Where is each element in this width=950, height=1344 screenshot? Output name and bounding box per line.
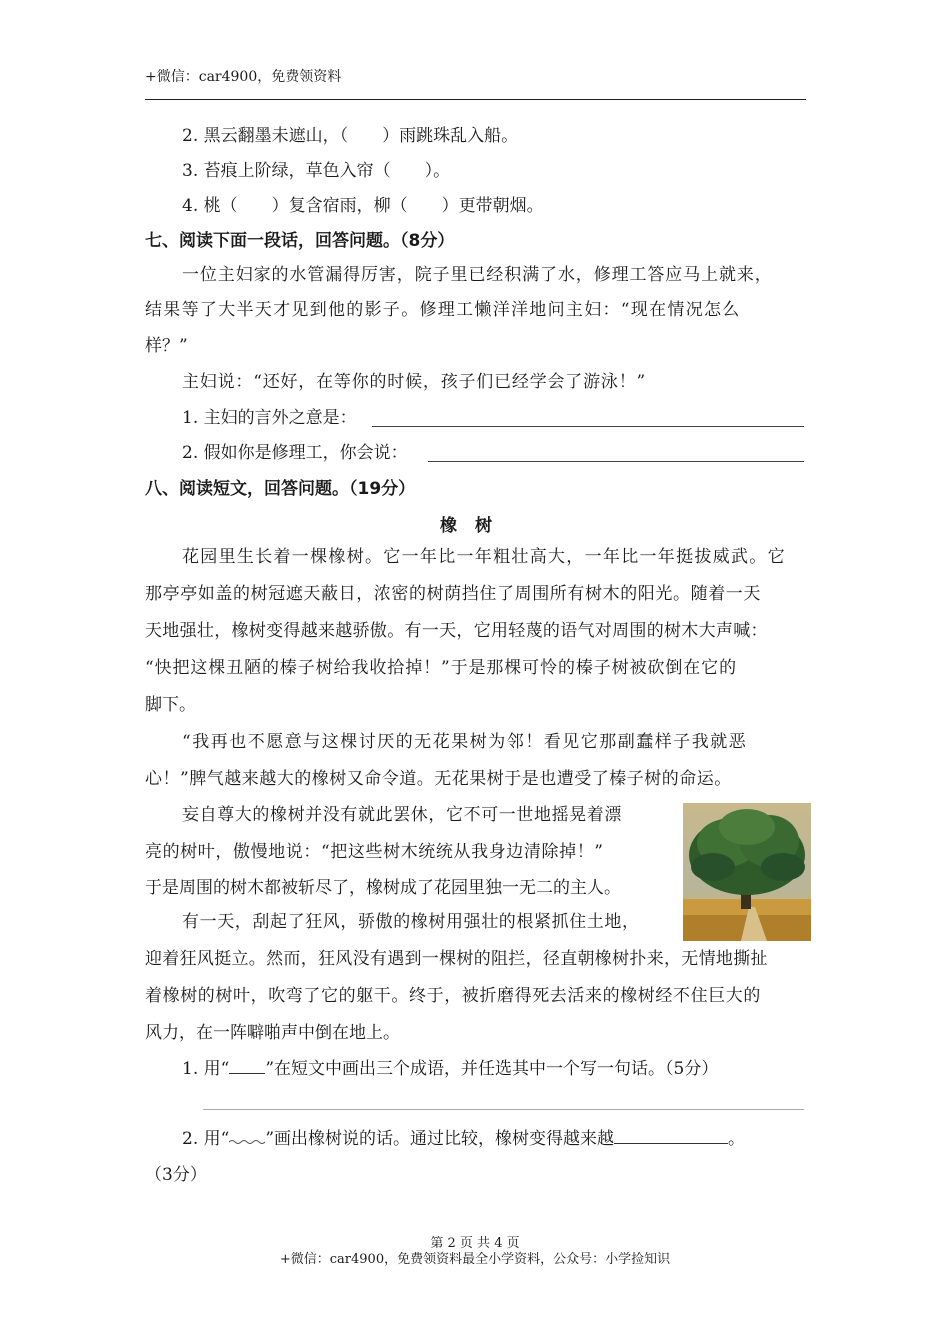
question8-2 bbox=[182, 1127, 806, 1151]
article-para1: 脚下。 bbox=[145, 695, 196, 715]
poem-q4: 4. 桃（ ）复含宿雨，柳（ ）更带朝烟。 bbox=[182, 196, 544, 216]
section7-question2: 2. 假如你是修理工，你会说： bbox=[182, 443, 408, 463]
article-para1: 那亭亭如盖的树冠遮天蔽日，浓密的树荫挡住了周围所有树木的阳光。随着一天 bbox=[145, 584, 761, 604]
answer-line-7-2[interactable] bbox=[428, 461, 804, 462]
section7-para1: 一位主妇家的水管漏得厉害，院子里已经积满了水，修理工答应马上就来， bbox=[182, 265, 773, 285]
header-note: +微信：car4900，免费领资料 bbox=[145, 69, 342, 85]
section7-para1: 样？” bbox=[145, 336, 188, 356]
footer-note: +微信：car4900，免费领资料最全小学资料，公众号：小学捡知识 bbox=[279, 1252, 671, 1267]
q8-2-middle: ”画出橡树说的话。通过比较，橡树变得越来越 bbox=[265, 1129, 615, 1149]
answer-line-7-1[interactable] bbox=[372, 426, 804, 427]
answer-line-8-1[interactable] bbox=[203, 1109, 804, 1110]
question8-1 bbox=[182, 1057, 806, 1081]
canopy bbox=[761, 853, 805, 881]
article-title: 橡树 bbox=[440, 516, 510, 536]
question8-2-score: （3分） bbox=[145, 1165, 207, 1185]
article-para2: “我再也不愿意与这棵讨厌的无花果树为邻！看见它那副蠢样子我就恶 bbox=[182, 732, 748, 752]
canopy bbox=[719, 809, 775, 845]
poem-q2: 2. 黑云翻墨未遮山，（ ）雨跳珠乱入船。 bbox=[182, 126, 519, 146]
q8-1-suffix: ”在短文中画出三个成语，并任选其中一个写一句话。（5分） bbox=[265, 1059, 719, 1079]
article-para3: 妄自尊大的橡树并没有就此罢休，它不可一世地摇晃着漂 bbox=[182, 805, 622, 825]
q8-2-prefix: 2. 用“ bbox=[182, 1129, 230, 1149]
article-para4: 着橡树的树叶，吹弯了它的躯干。终于，被折磨得死去活来的橡树经不住巨大的 bbox=[145, 986, 761, 1006]
header-rule bbox=[145, 99, 806, 100]
answer-blank-8-2[interactable] bbox=[614, 1129, 728, 1144]
article-para2: 心！”脾气越来越大的橡树又命令道。无花果树于是也遭受了榛子树的命运。 bbox=[145, 769, 732, 789]
section7-question1: 1. 主妇的言外之意是： bbox=[182, 408, 357, 428]
section8-title: 八、阅读短文，回答问题。（19分） bbox=[145, 479, 416, 499]
article-para3: 于是周围的树木都被斩尽了，橡树成了花园里独一无二的主人。 bbox=[145, 878, 621, 898]
article-para4: 风力，在一阵噼啪声中倒在地上。 bbox=[145, 1023, 400, 1043]
article-para4: 迎着狂风挺立。然而，狂风没有遇到一棵树的阻拦，径直朝橡树扑来，无情地撕扯 bbox=[145, 949, 768, 969]
poem-q3: 3. 苔痕上阶绿，草色入帘（ ）。 bbox=[182, 161, 451, 181]
section7-para1: 结果等了大半天才见到他的影子。修理工懒洋洋地问主妇：“现在情况怎么 bbox=[145, 300, 741, 320]
section7-title: 七、阅读下面一段话，回答问题。（8分） bbox=[145, 231, 455, 251]
q8-1-prefix: 1. 用“ bbox=[182, 1059, 230, 1079]
article-para4: 有一天，刮起了狂风，骄傲的橡树用强壮的根紧抓住土地， bbox=[182, 912, 640, 932]
article-para1: 花园里生长着一棵橡树。它一年比一年粗壮高大，一年比一年挺拔威武。它 bbox=[182, 547, 786, 567]
q8-2-end: 。 bbox=[728, 1129, 746, 1149]
page-number: 第 2 页 共 4 页 bbox=[430, 1236, 520, 1251]
canopy bbox=[691, 853, 735, 881]
wavy-line-mark bbox=[229, 1134, 265, 1144]
straight-line-mark bbox=[229, 1059, 265, 1074]
article-para1: “快把这棵丑陋的榛子树给我收拾掉！”于是那棵可怜的榛子树被砍倒在它的 bbox=[145, 658, 737, 678]
article-para3: 亮的树叶，傲慢地说：“把这些树木统统从我身边清除掉！” bbox=[145, 842, 604, 862]
article-para1: 天地强壮，橡树变得越来越骄傲。有一天，它用轻蔑的语气对周围的树木大声喊： bbox=[145, 621, 768, 641]
section7-para2: 主妇说：“还好，在等你的时候，孩子们已经学会了游泳！” bbox=[182, 372, 646, 392]
oak-tree-illustration bbox=[683, 803, 811, 941]
